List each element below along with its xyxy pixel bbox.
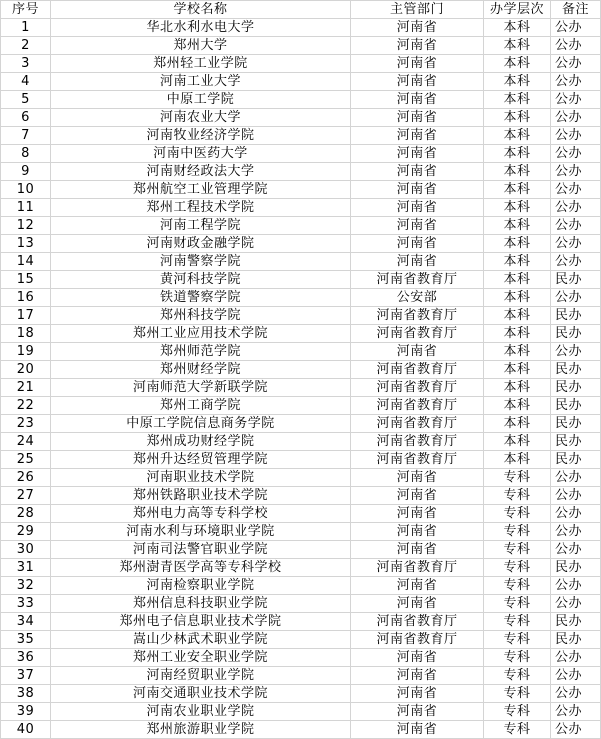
cell-note[interactable]: 民办 xyxy=(551,415,601,433)
cell-level[interactable]: 本科 xyxy=(484,37,551,55)
cell-no[interactable]: 35 xyxy=(1,631,51,649)
table-row xyxy=(1,91,601,109)
table-row xyxy=(1,433,601,451)
cell-department[interactable]: 河南省 xyxy=(351,685,484,703)
table-row xyxy=(1,415,601,433)
cell-note[interactable]: 公办 xyxy=(551,163,601,181)
cell-school-name[interactable]: 郑州铁路职业技术学院 xyxy=(51,487,351,505)
cell-department[interactable]: 河南省教育厅 xyxy=(351,415,484,433)
cell-level[interactable]: 专科 xyxy=(484,469,551,487)
header-department[interactable]: 主管部门 xyxy=(351,1,484,19)
cell-no[interactable]: 2 xyxy=(1,37,51,55)
cell-level[interactable]: 本科 xyxy=(484,73,551,91)
cell-level[interactable]: 本科 xyxy=(484,397,551,415)
table-row xyxy=(1,199,601,217)
table-row xyxy=(1,19,601,37)
cell-department[interactable]: 河南省 xyxy=(351,577,484,595)
cell-department[interactable]: 河南省教育厅 xyxy=(351,559,484,577)
cell-note[interactable]: 民办 xyxy=(551,307,601,325)
cell-note[interactable]: 公办 xyxy=(551,685,601,703)
table-row xyxy=(1,667,601,685)
cell-note[interactable]: 公办 xyxy=(551,37,601,55)
cell-note[interactable]: 公办 xyxy=(551,649,601,667)
cell-level[interactable]: 本科 xyxy=(484,343,551,361)
cell-note[interactable]: 公办 xyxy=(551,235,601,253)
cell-note[interactable]: 民办 xyxy=(551,451,601,469)
table-row xyxy=(1,451,601,469)
cell-no[interactable]: 11 xyxy=(1,199,51,217)
table-row xyxy=(1,487,601,505)
cell-level[interactable]: 专科 xyxy=(484,631,551,649)
table-row xyxy=(1,685,601,703)
cell-level[interactable]: 本科 xyxy=(484,379,551,397)
header-no[interactable]: 序号 xyxy=(1,1,51,19)
cell-department[interactable]: 河南省教育厅 xyxy=(351,271,484,289)
cell-no[interactable]: 10 xyxy=(1,181,51,199)
cell-note[interactable]: 公办 xyxy=(551,541,601,559)
cell-no[interactable]: 1 xyxy=(1,19,51,37)
cell-department[interactable]: 河南省 xyxy=(351,649,484,667)
header-row xyxy=(1,1,601,19)
cell-note[interactable]: 民办 xyxy=(551,325,601,343)
cell-department[interactable]: 河南省 xyxy=(351,91,484,109)
cell-note[interactable]: 公办 xyxy=(551,145,601,163)
cell-note[interactable]: 公办 xyxy=(551,595,601,613)
cell-note[interactable]: 公办 xyxy=(551,667,601,685)
cell-school-name[interactable]: 河南检察职业学院 xyxy=(51,577,351,595)
cell-no[interactable]: 39 xyxy=(1,703,51,721)
cell-level[interactable]: 本科 xyxy=(484,199,551,217)
table-row xyxy=(1,271,601,289)
cell-department[interactable]: 公安部 xyxy=(351,289,484,307)
cell-department[interactable]: 河南省教育厅 xyxy=(351,379,484,397)
cell-note[interactable]: 民办 xyxy=(551,271,601,289)
cell-department[interactable]: 河南省 xyxy=(351,217,484,235)
cell-department[interactable]: 河南省 xyxy=(351,163,484,181)
cell-school-name[interactable]: 河南水利与环境职业学院 xyxy=(51,523,351,541)
table-row xyxy=(1,721,601,739)
cell-department[interactable]: 河南省 xyxy=(351,505,484,523)
table-row xyxy=(1,505,601,523)
table-row xyxy=(1,307,601,325)
cell-note[interactable]: 公办 xyxy=(551,505,601,523)
cell-no[interactable]: 24 xyxy=(1,433,51,451)
cell-no[interactable]: 3 xyxy=(1,55,51,73)
cell-level[interactable]: 本科 xyxy=(484,271,551,289)
cell-school-name[interactable]: 郑州大学 xyxy=(51,37,351,55)
cell-no[interactable]: 21 xyxy=(1,379,51,397)
cell-no[interactable]: 26 xyxy=(1,469,51,487)
cell-no[interactable]: 40 xyxy=(1,721,51,739)
cell-level[interactable]: 专科 xyxy=(484,703,551,721)
table-row xyxy=(1,541,601,559)
cell-no[interactable]: 4 xyxy=(1,73,51,91)
table-row xyxy=(1,703,601,721)
cell-school-name[interactable]: 河南农业大学 xyxy=(51,109,351,127)
cell-level[interactable]: 本科 xyxy=(484,289,551,307)
cell-school-name[interactable]: 河南财经政法大学 xyxy=(51,163,351,181)
cell-no[interactable]: 7 xyxy=(1,127,51,145)
cell-no[interactable]: 31 xyxy=(1,559,51,577)
cell-school-name[interactable]: 中原工学院信息商务学院 xyxy=(51,415,351,433)
cell-department[interactable]: 河南省教育厅 xyxy=(351,433,484,451)
cell-level[interactable]: 本科 xyxy=(484,127,551,145)
table-row xyxy=(1,253,601,271)
cell-department[interactable]: 河南省 xyxy=(351,253,484,271)
cell-note[interactable]: 公办 xyxy=(551,721,601,739)
cell-level[interactable]: 本科 xyxy=(484,433,551,451)
cell-school-name[interactable]: 嵩山少林武术职业学院 xyxy=(51,631,351,649)
cell-school-name[interactable]: 河南师范大学新联学院 xyxy=(51,379,351,397)
table-row xyxy=(1,163,601,181)
cell-school-name[interactable]: 郑州财经学院 xyxy=(51,361,351,379)
cell-department[interactable]: 河南省教育厅 xyxy=(351,307,484,325)
cell-level[interactable]: 专科 xyxy=(484,523,551,541)
cell-level[interactable]: 专科 xyxy=(484,559,551,577)
cell-department[interactable]: 河南省 xyxy=(351,487,484,505)
cell-department[interactable]: 河南省 xyxy=(351,667,484,685)
cell-department[interactable]: 河南省 xyxy=(351,55,484,73)
cell-no[interactable]: 34 xyxy=(1,613,51,631)
cell-note[interactable]: 民办 xyxy=(551,613,601,631)
cell-no[interactable]: 25 xyxy=(1,451,51,469)
cell-department[interactable]: 河南省教育厅 xyxy=(351,451,484,469)
cell-school-name[interactable]: 郑州信息科技职业学院 xyxy=(51,595,351,613)
cell-school-name[interactable]: 郑州工业安全职业学院 xyxy=(51,649,351,667)
cell-level[interactable]: 专科 xyxy=(484,667,551,685)
cell-school-name[interactable]: 河南交通职业技术学院 xyxy=(51,685,351,703)
table-row xyxy=(1,379,601,397)
cell-department[interactable]: 河南省教育厅 xyxy=(351,397,484,415)
table-row xyxy=(1,37,601,55)
cell-level[interactable]: 专科 xyxy=(484,505,551,523)
table-row xyxy=(1,523,601,541)
cell-school-name[interactable]: 河南牧业经济学院 xyxy=(51,127,351,145)
cell-school-name[interactable]: 河南工程学院 xyxy=(51,217,351,235)
table-row xyxy=(1,73,601,91)
cell-note[interactable]: 公办 xyxy=(551,523,601,541)
cell-department[interactable]: 河南省 xyxy=(351,109,484,127)
table-row xyxy=(1,397,601,415)
cell-department[interactable]: 河南省 xyxy=(351,469,484,487)
cell-no[interactable]: 9 xyxy=(1,163,51,181)
cell-school-name[interactable]: 郑州澍青医学高等专科学校 xyxy=(51,559,351,577)
cell-note[interactable]: 民办 xyxy=(551,379,601,397)
cell-note[interactable]: 公办 xyxy=(551,181,601,199)
cell-no[interactable]: 32 xyxy=(1,577,51,595)
cell-note[interactable]: 公办 xyxy=(551,487,601,505)
cell-no[interactable]: 17 xyxy=(1,307,51,325)
table-row xyxy=(1,613,601,631)
cell-note[interactable]: 公办 xyxy=(551,703,601,721)
cell-no[interactable]: 27 xyxy=(1,487,51,505)
cell-school-name[interactable]: 郑州升达经贸管理学院 xyxy=(51,451,351,469)
table-row xyxy=(1,145,601,163)
cell-level[interactable]: 本科 xyxy=(484,253,551,271)
cell-department[interactable]: 河南省 xyxy=(351,721,484,739)
cell-department[interactable]: 河南省教育厅 xyxy=(351,613,484,631)
cell-note[interactable]: 公办 xyxy=(551,109,601,127)
cell-department[interactable]: 河南省 xyxy=(351,73,484,91)
cell-department[interactable]: 河南省 xyxy=(351,181,484,199)
cell-note[interactable]: 公办 xyxy=(551,253,601,271)
cell-no[interactable]: 23 xyxy=(1,415,51,433)
cell-no[interactable]: 12 xyxy=(1,217,51,235)
cell-level[interactable]: 本科 xyxy=(484,325,551,343)
cell-level[interactable]: 本科 xyxy=(484,451,551,469)
table-row xyxy=(1,595,601,613)
table-row xyxy=(1,343,601,361)
cell-school-name[interactable]: 郑州航空工业管理学院 xyxy=(51,181,351,199)
cell-level[interactable]: 本科 xyxy=(484,91,551,109)
header-note[interactable]: 备注 xyxy=(551,1,601,19)
cell-school-name[interactable]: 郑州工程技术学院 xyxy=(51,199,351,217)
cell-school-name[interactable]: 郑州旅游职业学院 xyxy=(51,721,351,739)
cell-level[interactable]: 本科 xyxy=(484,235,551,253)
cell-no[interactable]: 18 xyxy=(1,325,51,343)
table-row xyxy=(1,559,601,577)
cell-no[interactable]: 16 xyxy=(1,289,51,307)
cell-school-name[interactable]: 郑州成功财经学院 xyxy=(51,433,351,451)
cell-school-name[interactable]: 郑州科技学院 xyxy=(51,307,351,325)
cell-note[interactable]: 民办 xyxy=(551,397,601,415)
cell-level[interactable]: 本科 xyxy=(484,109,551,127)
cell-no[interactable]: 6 xyxy=(1,109,51,127)
cell-school-name[interactable]: 河南工业大学 xyxy=(51,73,351,91)
cell-level[interactable]: 专科 xyxy=(484,649,551,667)
cell-department[interactable]: 河南省 xyxy=(351,541,484,559)
cell-department[interactable]: 河南省 xyxy=(351,235,484,253)
cell-note[interactable]: 公办 xyxy=(551,91,601,109)
table-row xyxy=(1,181,601,199)
cell-level[interactable]: 本科 xyxy=(484,415,551,433)
table-row xyxy=(1,289,601,307)
cell-note[interactable]: 公办 xyxy=(551,199,601,217)
cell-level[interactable]: 专科 xyxy=(484,595,551,613)
cell-department[interactable]: 河南省 xyxy=(351,19,484,37)
cell-department[interactable]: 河南省教育厅 xyxy=(351,631,484,649)
table-row xyxy=(1,361,601,379)
cell-note[interactable]: 民办 xyxy=(551,433,601,451)
cell-school-name[interactable]: 华北水利水电大学 xyxy=(51,19,351,37)
table-row xyxy=(1,127,601,145)
cell-note[interactable]: 公办 xyxy=(551,217,601,235)
cell-department[interactable]: 河南省教育厅 xyxy=(351,325,484,343)
cell-no[interactable]: 15 xyxy=(1,271,51,289)
table-row xyxy=(1,235,601,253)
cell-school-name[interactable]: 郑州轻工业学院 xyxy=(51,55,351,73)
cell-no[interactable]: 20 xyxy=(1,361,51,379)
cell-level[interactable]: 本科 xyxy=(484,55,551,73)
cell-department[interactable]: 河南省 xyxy=(351,145,484,163)
cell-level[interactable]: 本科 xyxy=(484,361,551,379)
cell-note[interactable]: 公办 xyxy=(551,289,601,307)
cell-school-name[interactable]: 河南财政金融学院 xyxy=(51,235,351,253)
cell-school-name[interactable]: 河南农业职业学院 xyxy=(51,703,351,721)
table-row xyxy=(1,109,601,127)
cell-level[interactable]: 本科 xyxy=(484,163,551,181)
cell-no[interactable]: 22 xyxy=(1,397,51,415)
cell-level[interactable]: 本科 xyxy=(484,145,551,163)
cell-department[interactable]: 河南省教育厅 xyxy=(351,361,484,379)
cell-school-name[interactable]: 郑州电子信息职业技术学院 xyxy=(51,613,351,631)
cell-school-name[interactable]: 黄河科技学院 xyxy=(51,271,351,289)
cell-level[interactable]: 专科 xyxy=(484,577,551,595)
cell-no[interactable]: 36 xyxy=(1,649,51,667)
cell-level[interactable]: 专科 xyxy=(484,487,551,505)
cell-school-name[interactable]: 河南警察学院 xyxy=(51,253,351,271)
cell-no[interactable]: 38 xyxy=(1,685,51,703)
header-level[interactable]: 办学层次 xyxy=(484,1,551,19)
cell-school-name[interactable]: 河南中医药大学 xyxy=(51,145,351,163)
cell-school-name[interactable]: 郑州电力高等专科学校 xyxy=(51,505,351,523)
cell-level[interactable]: 本科 xyxy=(484,181,551,199)
cell-level[interactable]: 本科 xyxy=(484,217,551,235)
cell-note[interactable]: 公办 xyxy=(551,127,601,145)
table-row xyxy=(1,649,601,667)
cell-level[interactable]: 专科 xyxy=(484,613,551,631)
cell-level[interactable]: 专科 xyxy=(484,721,551,739)
cell-department[interactable]: 河南省 xyxy=(351,595,484,613)
cell-note[interactable]: 公办 xyxy=(551,55,601,73)
table-row xyxy=(1,577,601,595)
cell-level[interactable]: 专科 xyxy=(484,541,551,559)
cell-note[interactable]: 公办 xyxy=(551,343,601,361)
cell-department[interactable]: 河南省 xyxy=(351,703,484,721)
cell-department[interactable]: 河南省 xyxy=(351,127,484,145)
cell-no[interactable]: 29 xyxy=(1,523,51,541)
cell-note[interactable]: 公办 xyxy=(551,73,601,91)
table-row xyxy=(1,469,601,487)
cell-school-name[interactable]: 河南职业技术学院 xyxy=(51,469,351,487)
cell-no[interactable]: 13 xyxy=(1,235,51,253)
cell-no[interactable]: 5 xyxy=(1,91,51,109)
cell-school-name[interactable]: 郑州师范学院 xyxy=(51,343,351,361)
cell-note[interactable]: 公办 xyxy=(551,469,601,487)
cell-department[interactable]: 河南省 xyxy=(351,199,484,217)
cell-no[interactable]: 33 xyxy=(1,595,51,613)
table-row xyxy=(1,55,601,73)
cell-no[interactable]: 14 xyxy=(1,253,51,271)
cell-no[interactable]: 19 xyxy=(1,343,51,361)
cell-department[interactable]: 河南省 xyxy=(351,523,484,541)
cell-school-name[interactable]: 中原工学院 xyxy=(51,91,351,109)
cell-department[interactable]: 河南省 xyxy=(351,37,484,55)
cell-note[interactable]: 民办 xyxy=(551,361,601,379)
cell-level[interactable]: 本科 xyxy=(484,19,551,37)
cell-level[interactable]: 专科 xyxy=(484,685,551,703)
header-school-name[interactable]: 学校名称 xyxy=(51,1,351,19)
cell-note[interactable]: 民办 xyxy=(551,631,601,649)
cell-level[interactable]: 本科 xyxy=(484,307,551,325)
cell-school-name[interactable]: 河南司法警官职业学院 xyxy=(51,541,351,559)
cell-note[interactable]: 公办 xyxy=(551,19,601,37)
table-row xyxy=(1,631,601,649)
cell-school-name[interactable]: 郑州工商学院 xyxy=(51,397,351,415)
cell-note[interactable]: 公办 xyxy=(551,577,601,595)
cell-no[interactable]: 37 xyxy=(1,667,51,685)
cell-no[interactable]: 30 xyxy=(1,541,51,559)
cell-school-name[interactable]: 郑州工业应用技术学院 xyxy=(51,325,351,343)
cell-no[interactable]: 8 xyxy=(1,145,51,163)
cell-department[interactable]: 河南省 xyxy=(351,343,484,361)
cell-note[interactable]: 民办 xyxy=(551,559,601,577)
cell-school-name[interactable]: 河南经贸职业学院 xyxy=(51,667,351,685)
cell-no[interactable]: 28 xyxy=(1,505,51,523)
table-row xyxy=(1,217,601,235)
table-row xyxy=(1,325,601,343)
cell-school-name[interactable]: 铁道警察学院 xyxy=(51,289,351,307)
